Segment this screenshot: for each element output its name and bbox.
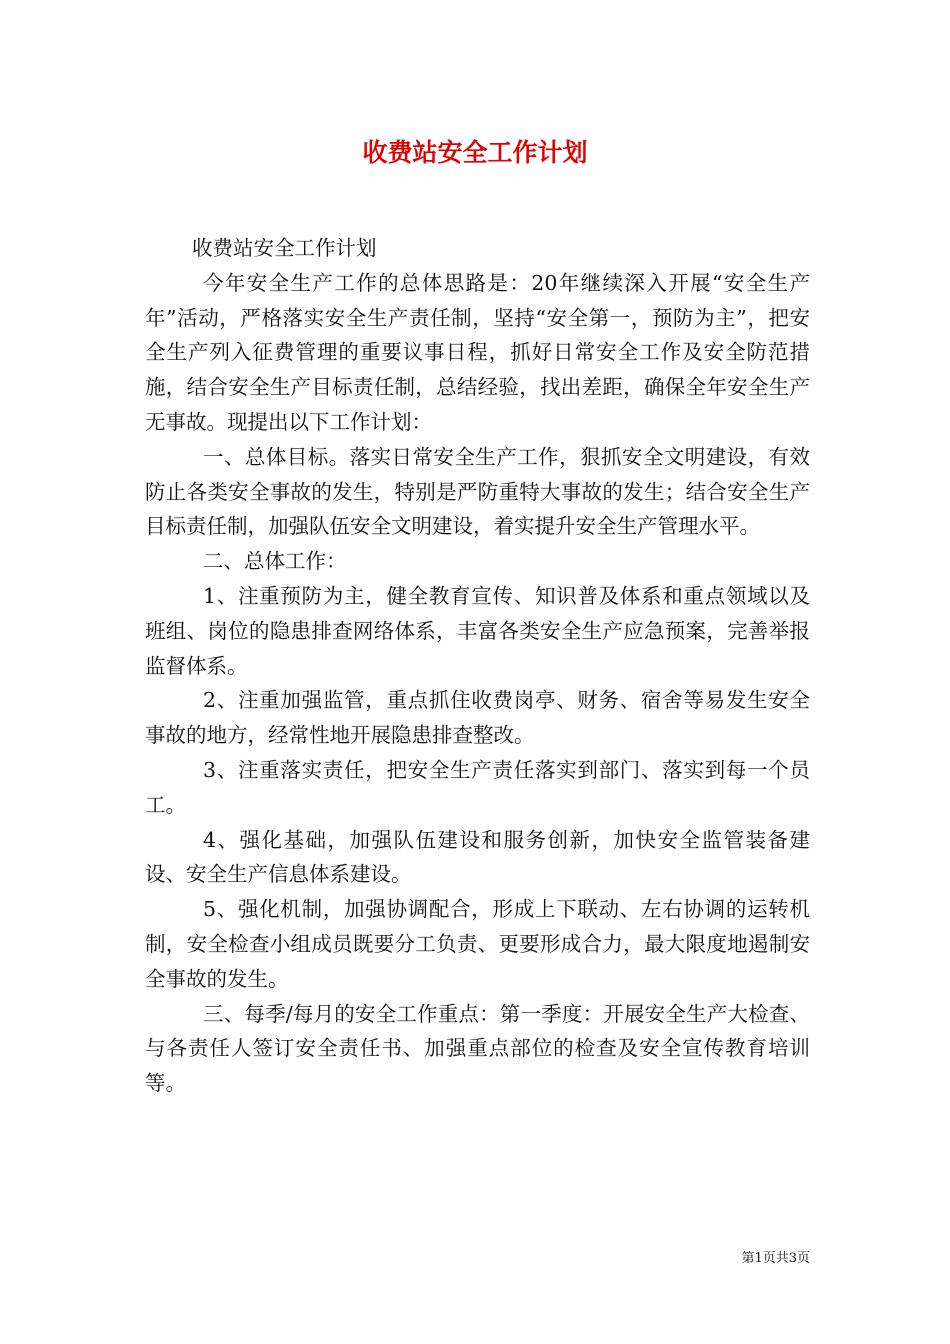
page-number-footer: 第1页共3页: [741, 1251, 810, 1266]
document-subtitle: 收费站安全工作计划: [192, 236, 377, 260]
paragraph-item-1: 1、注重预防为主，健全教育宣传、知识普及体系和重点领域以及班组、岗位的隐患排查网络体系，丰富各类安全生产应急预案，完善举报监督体系。: [145, 583, 810, 678]
document-body: [145, 231, 810, 1101]
paragraph-overall-work-heading: 二、总体工作：: [203, 549, 347, 574]
paragraph-intro: 今年安全生产工作的总体思路是：20年继续深入开展“安全生产年”活动，严格落实安全生产责任制，坚持“安全第一，预防为主”，把安全生产列入征费管理的重要议事日程，抓好日常安全工作及安全防范措施，结合安全生产目标责任制，总结经验，找出差距，确保全年安全生产无事故。现提出以下工作计划：: [145, 270, 810, 434]
paragraph-item-5: 5、强化机制，加强协调配合，形成上下联动、左右协调的运转机制，安全检查小组成员既要分工负责、更要形成合力，最大限度地遏制安全事故的发生。: [145, 897, 810, 991]
paragraph-item-4: 4、强化基础，加强队伍建设和服务创新，加快安全监管装备建设、安全生产信息体系建设。: [145, 827, 810, 887]
paragraph-overall-goal: 一、总体目标。落实日常安全生产工作，狠抓安全文明建设，有效防止各类安全事故的发生，特别是严防重特大事故的发生；结合安全生产目标责任制，加强队伍安全文明建设，着实提升安全生产管理水平。: [145, 444, 810, 539]
document-title: 收费站安全工作计划: [362, 138, 588, 167]
paragraph-item-2: 2、注重加强监管，重点抓住收费岗亭、财务、宿舍等易发生安全事故的地方，经常性地开展隐患排查整改。: [145, 688, 810, 748]
paragraph-item-3: 3、注重落实责任，把安全生产责任落实到部门、落实到每一个员工。: [145, 757, 810, 817]
paragraph-quarterly-focus: 三、每季/每月的安全工作重点：第一季度：开展安全生产大检查、与各责任人签订安全责任书、加强重点部位的检查及安全宣传教育培训等。: [145, 1001, 810, 1096]
